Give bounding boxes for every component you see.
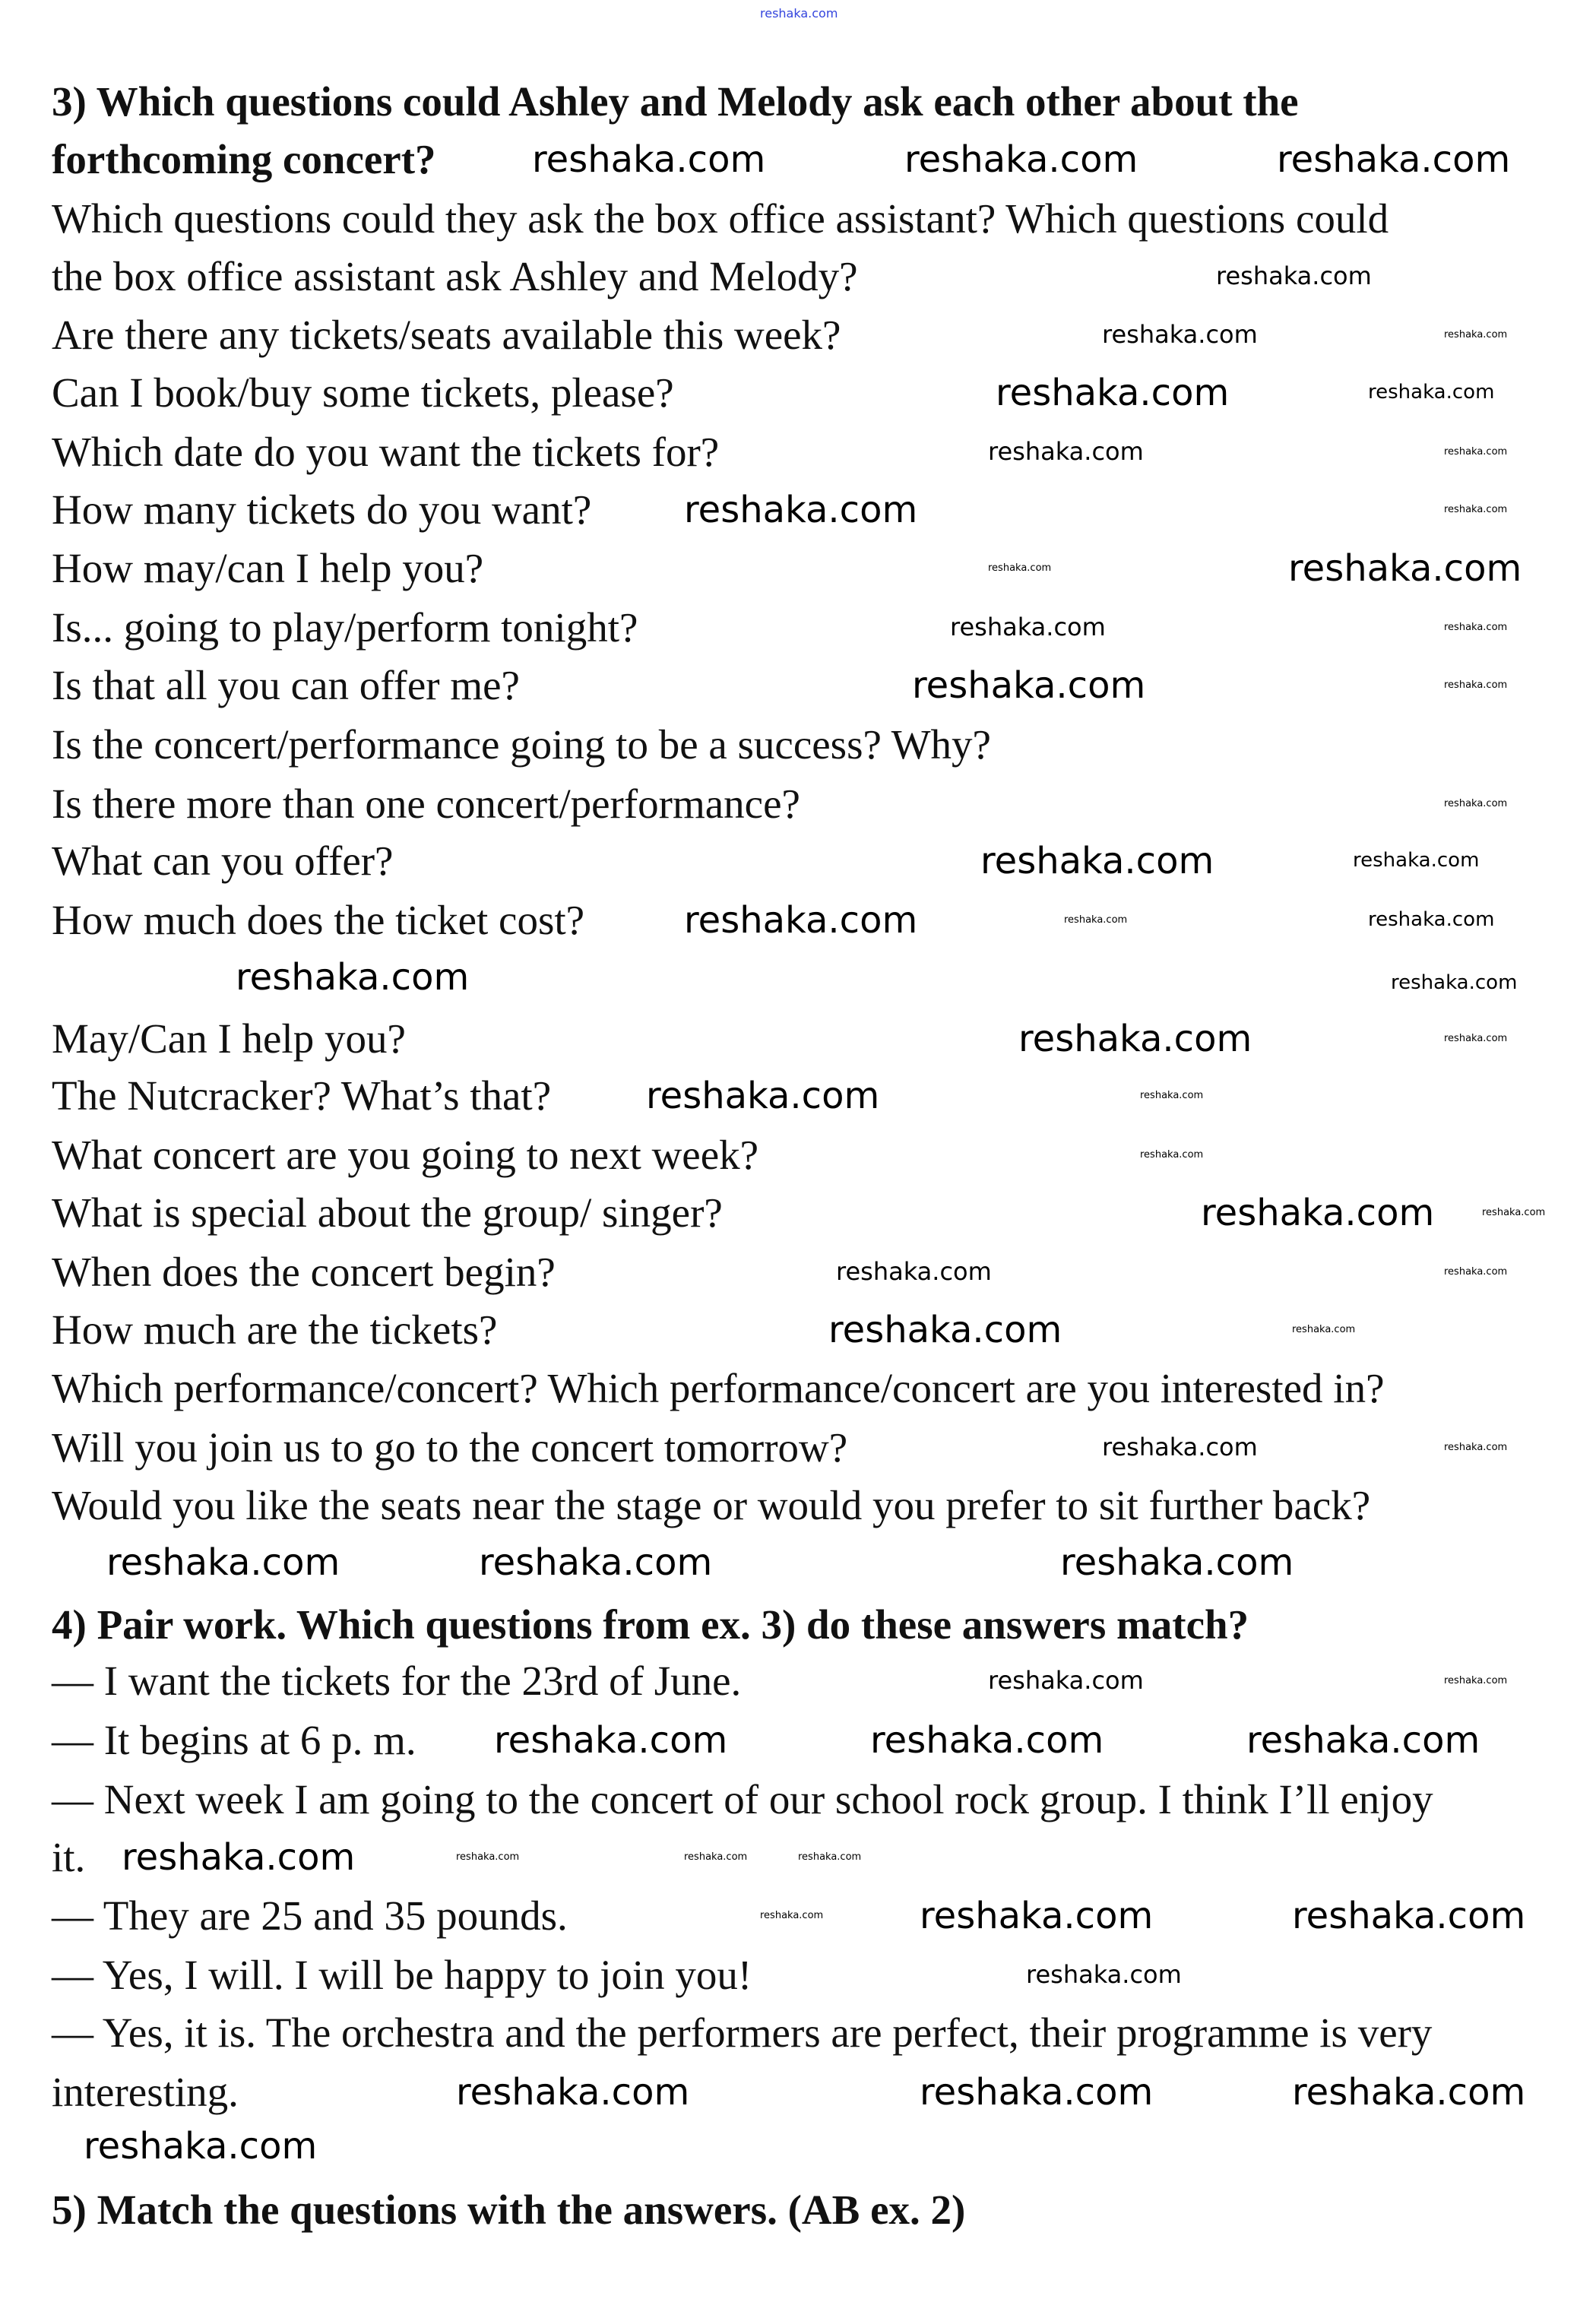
- watermark: reshaka.com: [988, 562, 1052, 574]
- answer-line: — Yes, I will. I will be happy to join you!: [52, 1952, 752, 1998]
- watermark: reshaka.com: [1444, 1442, 1508, 1453]
- watermark: reshaka.com: [798, 1851, 862, 1863]
- question-line: How many tickets do you want?: [52, 486, 592, 533]
- question-line: Is there more than one concert/performance?: [52, 781, 800, 827]
- answer-line: it.: [52, 1834, 86, 1880]
- watermark: reshaka.com: [532, 138, 766, 181]
- watermark: reshaka.com: [1444, 329, 1508, 340]
- watermark: reshaka.com: [1292, 1895, 1526, 1937]
- question-line: Can I book/buy some tickets, please?: [52, 369, 674, 416]
- question-line: Would you like the seats near the stage or would you prefer to sit further back?: [52, 1482, 1371, 1528]
- watermark: reshaka.com: [988, 437, 1144, 466]
- section5-heading: 5) Match the questions with the answers. (AB ex. 2): [52, 2187, 966, 2233]
- question-line: Are there any tickets/seats available this week?: [52, 312, 841, 358]
- watermark: reshaka.com: [1026, 1960, 1182, 1989]
- watermark: reshaka.com: [1444, 1033, 1508, 1044]
- watermark: reshaka.com: [1140, 1090, 1204, 1101]
- question-line: Which date do you want the tickets for?: [52, 429, 720, 475]
- question-line: May/Can I help you?: [52, 1015, 406, 1062]
- answer-line: — They are 25 and 35 pounds.: [52, 1892, 568, 1939]
- watermark: reshaka.com: [684, 899, 918, 942]
- section3-heading: 3) Which questions could Ashley and Melody ask each other about the: [52, 78, 1299, 125]
- answer-line: — I want the tickets for the 23rd of June.: [52, 1658, 742, 1704]
- watermark: reshaka.com: [684, 489, 918, 531]
- watermark: reshaka.com: [1216, 261, 1372, 290]
- watermark: reshaka.com: [479, 1541, 713, 1584]
- question-line: Which performance/concert? Which performance/concert are you interested in?: [52, 1365, 1385, 1411]
- watermark: reshaka.com: [912, 664, 1146, 707]
- watermark: reshaka.com: [828, 1309, 1062, 1351]
- question-line: When does the concert begin?: [52, 1249, 556, 1295]
- question-line: Is that all you can offer me?: [52, 662, 520, 708]
- watermark: reshaka.com: [84, 2125, 318, 2168]
- watermark: reshaka.com: [760, 1910, 824, 1921]
- watermark: reshaka.com: [1201, 1192, 1435, 1234]
- answer-line: — Next week I am going to the concert of our school rock group. I think I’ll enjoy: [52, 1776, 1433, 1822]
- question-line: The Nutcracker? What’s that?: [52, 1072, 552, 1119]
- watermark: reshaka.com: [980, 840, 1214, 882]
- watermark: reshaka.com: [1102, 1433, 1258, 1461]
- question-line: Is... going to play/perform tonight?: [52, 604, 638, 651]
- watermark: reshaka.com: [1444, 798, 1508, 809]
- answer-line: — Yes, it is. The orchestra and the performers are perfect, their programme is very: [52, 2009, 1433, 2056]
- watermark: reshaka.com: [836, 1257, 992, 1286]
- watermark: reshaka.com: [236, 956, 470, 999]
- question-line: Is the concert/performance going to be a success? Why?: [52, 721, 991, 768]
- watermark: reshaka.com: [1353, 849, 1480, 872]
- watermark: reshaka.com: [1444, 504, 1508, 515]
- question-line: What can you offer?: [52, 838, 394, 884]
- watermark: reshaka.com: [1288, 547, 1522, 590]
- watermark: reshaka.com: [1368, 381, 1495, 404]
- section3-intro: Which questions could they ask the box office assistant? Which questions could: [52, 195, 1389, 242]
- watermark: reshaka.com: [106, 1541, 340, 1584]
- watermark: reshaka.com: [904, 138, 1138, 181]
- watermark: reshaka.com: [1018, 1018, 1252, 1060]
- watermark: reshaka.com: [1444, 622, 1508, 633]
- watermark: reshaka.com: [1102, 320, 1258, 349]
- watermark: reshaka.com: [996, 372, 1230, 414]
- watermark: reshaka.com: [1444, 1675, 1508, 1686]
- watermark: reshaka.com: [950, 613, 1106, 641]
- watermark: reshaka.com: [1064, 914, 1128, 926]
- watermark: reshaka.com: [1391, 971, 1518, 994]
- watermark: reshaka.com: [122, 1836, 356, 1879]
- watermark: reshaka.com: [920, 2071, 1154, 2114]
- watermark: reshaka.com: [1292, 2071, 1526, 2114]
- watermark: reshaka.com: [1482, 1207, 1546, 1218]
- watermark: reshaka.com: [1292, 1324, 1356, 1335]
- watermark: reshaka.com: [870, 1719, 1104, 1762]
- watermark: reshaka.com: [1444, 446, 1508, 458]
- watermark: reshaka.com: [988, 1666, 1144, 1695]
- question-line: Will you join us to go to the concert tomorrow?: [52, 1424, 848, 1471]
- watermark: reshaka.com: [1060, 1541, 1294, 1584]
- question-line: How much are the tickets?: [52, 1306, 498, 1353]
- section3-intro-cont: the box office assistant ask Ashley and Melody?: [52, 253, 858, 299]
- question-line: How may/can I help you?: [52, 545, 484, 591]
- watermark: reshaka.com: [920, 1895, 1154, 1937]
- watermark: reshaka.com: [684, 1851, 748, 1863]
- watermark: reshaka.com: [1246, 1719, 1480, 1762]
- section3-heading-cont: forthcoming concert?: [52, 136, 436, 182]
- watermark: reshaka.com: [1444, 1266, 1508, 1278]
- question-line: What is special about the group/ singer?: [52, 1189, 723, 1236]
- watermark: reshaka.com: [760, 6, 838, 21]
- watermark: reshaka.com: [1140, 1149, 1204, 1161]
- watermark: reshaka.com: [1444, 679, 1508, 691]
- question-line: How much does the ticket cost?: [52, 897, 585, 943]
- watermark: reshaka.com: [1368, 908, 1495, 931]
- watermark: reshaka.com: [494, 1719, 728, 1762]
- answer-line: interesting.: [52, 2069, 239, 2115]
- watermark: reshaka.com: [456, 2071, 690, 2114]
- section4-heading: 4) Pair work. Which questions from ex. 3) do these answers match?: [52, 1601, 1249, 1648]
- watermark: reshaka.com: [646, 1075, 880, 1117]
- answer-line: — It begins at 6 p. m.: [52, 1717, 416, 1763]
- watermark: reshaka.com: [1277, 138, 1511, 181]
- watermark: reshaka.com: [456, 1851, 520, 1863]
- question-line: What concert are you going to next week?: [52, 1132, 759, 1178]
